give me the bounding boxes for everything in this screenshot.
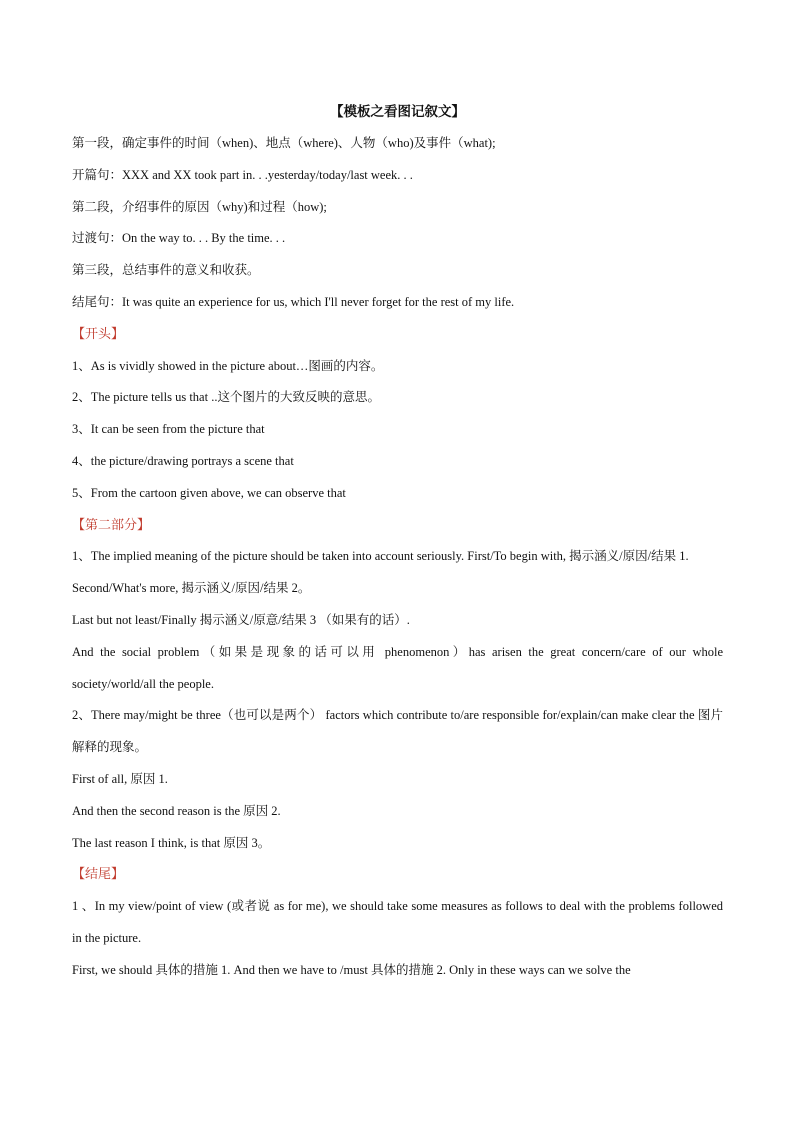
body-item-1-last: Last but not least/Finally 揭示涵义/原意/结果 3 （如果有的话）. bbox=[72, 612, 410, 627]
paragraph-one-instruction: 第一段，确定事件的时间（when)、地点（where)、人物（who)及事件（what); bbox=[72, 136, 496, 150]
section-body bbox=[72, 510, 723, 860]
body-item-2-first: First of all, 原因 1. bbox=[72, 771, 168, 786]
ending-item-1: 1 、In my view/point of view (或者说 as for me), we should take some measures as follows to deal with the problems followed in the picture. bbox=[72, 899, 723, 945]
section-heading-body: 【第二部分】 bbox=[72, 517, 151, 533]
intro-block bbox=[72, 128, 723, 319]
body-item-2-last: The last reason I think, is that 原因 3。 bbox=[72, 835, 271, 850]
opening-phrase-3: 3、It can be seen from the picture that bbox=[72, 422, 265, 437]
body-item-2-then: And then the second reason is the 原因 2. bbox=[72, 803, 281, 818]
opening-phrase-1: 1、As is vividly showed in the picture about…图画的内容。 bbox=[72, 358, 384, 373]
body-item-1: 1、The implied meaning of the picture should be taken into account seriously. First/To begin with, 揭示涵义/原因/结果 1. bbox=[72, 549, 689, 564]
opening-sentence: 开篇句：XXX and XX took part in. . .yesterday/today/last week. . . bbox=[72, 167, 413, 182]
transition-sentence: 过渡句：On the way to. . . By the time. . . bbox=[72, 231, 286, 246]
section-heading-ending: 【结尾】 bbox=[72, 867, 125, 883]
ending-item-1-continued: First, we should 具体的措施 1. And then we have to /must 具体的措施 2. Only in these ways can we solve the bbox=[72, 962, 631, 977]
paragraph-three-instruction: 第三段，总结事件的意义和收获。 bbox=[72, 263, 260, 278]
body-item-2: 2、There may/might be three（也可以是两个） factors which contribute to/are responsible for/explain/can make clear the 图片解释的现象。 bbox=[72, 708, 723, 755]
closing-sentence: 结尾句：It was quite an experience for us, which I'll never forget for the rest of my life. bbox=[72, 294, 515, 309]
section-heading-opening: 【开头】 bbox=[72, 326, 125, 342]
opening-phrase-5: 5、From the cartoon given above, we can observe that bbox=[72, 485, 346, 500]
document-title: 【模板之看图记叙文】 bbox=[330, 104, 465, 119]
section-opening bbox=[72, 319, 723, 510]
body-item-1-second: Second/What's more, 揭示涵义/原因/结果 2。 bbox=[72, 581, 311, 596]
document-page bbox=[72, 98, 723, 987]
opening-phrase-4: 4、the picture/drawing portrays a scene that bbox=[72, 453, 294, 468]
opening-phrase-2: 2、The picture tells us that ..这个图片的大致反映的意思。 bbox=[72, 390, 380, 405]
body-item-1-social: And the social problem（如果是现象的话可以用 phenomenon）has arisen the great concern/care of our whole society/world/all the people. bbox=[72, 644, 723, 691]
paragraph-two-instruction: 第二段，介绍事件的原因（why)和过程（how); bbox=[72, 199, 327, 214]
section-ending bbox=[72, 859, 723, 986]
